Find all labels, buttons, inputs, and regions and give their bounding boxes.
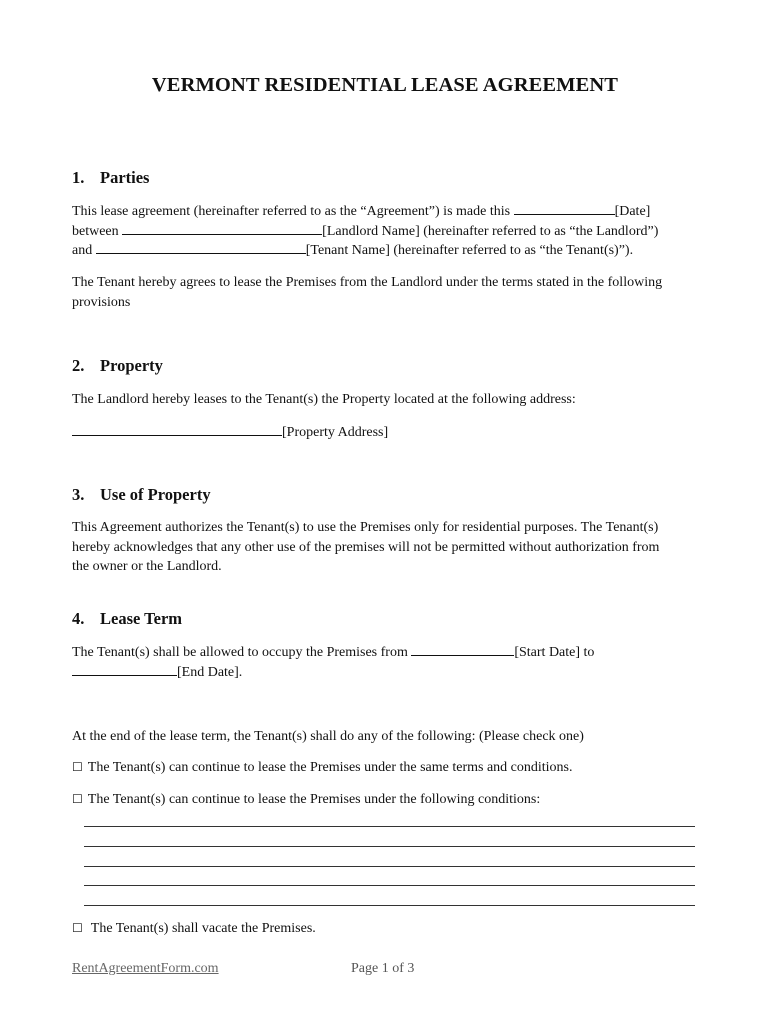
section-number: 2. (72, 356, 85, 375)
section-title: Lease Term (100, 609, 183, 628)
section-number: 3. (72, 485, 85, 504)
section-title: Use of Property (100, 485, 211, 504)
section-1-heading (72, 168, 149, 188)
parties-paragraph (72, 202, 702, 261)
footer-site-link[interactable]: RentAgreementForm.com (72, 961, 219, 976)
parties-paragraph-2: The Tenant hereby agrees to lease the Premises from the Landlord under the terms stated in the following provisions (72, 275, 663, 310)
tenant-name-blank[interactable] (96, 241, 306, 254)
parties-line-2: between [Landlord Name] (hereinafter referred to as “the Landlord”) (72, 223, 659, 239)
parties-line-1: This lease agreement (hereinafter referred to as the “Agreement”) is made this [Date] (72, 204, 651, 219)
conditions-line[interactable] (84, 905, 695, 906)
option-same-terms[interactable]: ☐ The Tenant(s) can continue to lease the Premises under the same terms and conditions. (72, 760, 573, 775)
section-number: 1. (72, 168, 85, 187)
section-number: 4. (72, 609, 85, 628)
end-date-blank[interactable] (72, 663, 177, 676)
section-2-heading (72, 356, 163, 376)
document-title: VERMONT RESIDENTIAL LEASE AGREEMENT (151, 74, 619, 96)
conditions-line[interactable] (84, 826, 695, 827)
landlord-name-blank[interactable] (122, 222, 322, 235)
option-vacate[interactable]: ☐ The Tenant(s) shall vacate the Premises. (72, 921, 316, 936)
term-paragraph (72, 643, 702, 682)
section-3-heading (72, 485, 211, 505)
term-line-2: [End Date]. (72, 663, 702, 683)
option-new-conditions[interactable]: ☐ The Tenant(s) can continue to lease the Premises under the following conditions: (72, 792, 541, 807)
conditions-line[interactable] (84, 866, 695, 867)
conditions-line[interactable] (84, 846, 695, 847)
term-end-intro: At the end of the lease term, the Tenant(s) shall do any of the following: (Please check one) (72, 729, 584, 744)
term-line-1: The Tenant(s) shall be allowed to occupy the Premises from [Start Date] to (72, 645, 595, 660)
property-paragraph: The Landlord hereby leases to the Tenant(s) the Property located at the following address: (72, 392, 576, 407)
checkbox-icon[interactable]: ☐ (72, 921, 83, 935)
page-number: Page 1 of 3 (351, 961, 415, 976)
property-address-line: [Property Address] (72, 423, 702, 443)
checkbox-icon[interactable]: ☐ (72, 792, 83, 806)
use-paragraph: This Agreement authorizes the Tenant(s) to use the Premises only for residential purposes. The Tenant(s) hereby acknowledges that any other use of the premises will not be permitted without authorization from the owner or the Landlord. (72, 520, 660, 575)
property-address-blank[interactable] (72, 423, 282, 436)
parties-line-3: and [Tenant Name] (hereinafter referred to as “the Tenant(s)”). (72, 243, 634, 259)
start-date-blank[interactable] (411, 643, 514, 656)
checkbox-icon[interactable]: ☐ (72, 760, 83, 774)
section-title: Property (100, 356, 163, 375)
conditions-line[interactable] (84, 885, 695, 886)
date-blank[interactable] (514, 202, 615, 215)
section-4-heading (72, 609, 182, 629)
section-title: Parties (100, 168, 150, 187)
